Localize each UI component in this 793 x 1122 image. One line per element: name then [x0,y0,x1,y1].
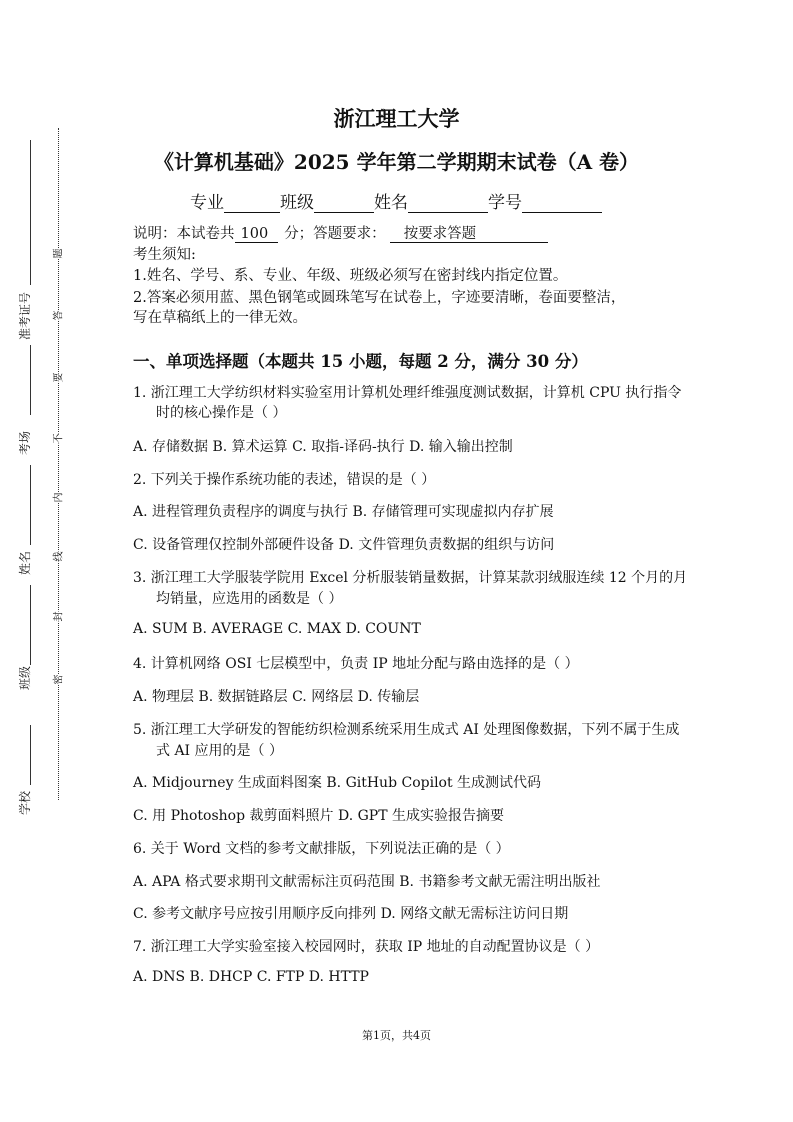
school-label: 学校 [18,790,32,815]
question-2-text: 2. 下列关于操作系统功能的表述，错误的是（ ） [133,472,436,488]
id-field[interactable] [522,194,602,213]
question-5-options-1: A. Midjourney 生成面料图案 B. GitHub Copilot 生成测试代码 [133,775,542,791]
university-title: 浙江理工大学 [333,106,460,131]
seal-char: 不 [50,434,65,444]
room-label: 考场 [18,430,32,455]
instructions-prefix: 说明：本试卷共 [133,226,235,242]
admission-label: 准考证号 [18,291,32,340]
total-score: 100 [235,226,279,243]
exam-title: 《计算机基础》2025 学年第二学期期末试卷（A 卷） [153,150,640,174]
question-3-text: 3. 浙江理工大学服装学院用 Excel 分析服装销量数据，计算某款羽绒服连续 12 个月的月 [133,570,688,586]
question-5-text: 5. 浙江理工大学研发的智能纺织检测系统采用生成式 AI 处理图像数据，下列不属于生成 [133,722,680,738]
class-field[interactable] [314,194,374,213]
id-label: 学号 [488,193,522,213]
question-3-text-cont: 均销量，应选用的函数是（ ） [156,591,343,607]
name-field[interactable] [408,194,488,213]
binding-class-label: 班级 [18,665,32,690]
question-1-options: A. 存储数据 B. 算术运算 C. 取指-译码-执行 D. 输入输出控制 [133,439,513,455]
question-3-options: A. SUM B. AVERAGE C. MAX D. COUNT [133,621,421,637]
seal-char: 要 [50,373,65,383]
section-title: 一、单项选择题（本题共 15 小题，每题 2 分，满分 30 分） [133,352,588,371]
question-4-options: A. 物理层 B. 数据链路层 C. 网络层 D. 传输层 [133,689,420,705]
name-label: 姓名 [374,193,408,213]
notice-2b: 写在草稿纸上的一律无效。 [133,310,307,326]
question-6-options-1: A. APA 格式要求期刊文献需标注页码范围 B. 书籍参考文献无需注明出版社 [133,874,601,890]
seal-char: 内 [50,493,65,503]
answer-requirement: 按要求答题 [390,226,549,243]
question-7-text: 7. 浙江理工大学实验室接入校园网时，获取 IP 地址的自动配置协议是（ ） [133,939,600,955]
name-blank-line[interactable] [30,465,31,545]
seal-char: 题 [50,249,65,259]
notice-1: 1.姓名、学号、系、专业、年级、班级必须写在密封线内指定位置。 [133,268,568,284]
major-label: 专业 [190,193,224,213]
question-5-text-cont: 式 AI 应用的是（ ） [156,743,283,759]
question-1-text-cont: 时的核心操作是（ ） [156,405,287,421]
question-7-options: A. DNS B. DHCP C. FTP D. HTTP [133,969,369,985]
binding-name-label: 姓名 [18,550,32,575]
question-5-options-2: C. 用 Photoshop 裁剪面料照片 D. GPT 生成实验报告摘要 [133,808,504,824]
class-blank-line[interactable] [30,585,31,665]
notice-title: 考生须知: [133,247,196,263]
seal-char: 答 [50,311,65,321]
seal-char: 线 [50,552,65,562]
seal-char: 密 [50,675,65,685]
instructions-line [133,222,548,243]
seal-char: 封 [50,612,65,622]
student-info-line [190,188,602,213]
question-2-options-2: C. 设备管理仅控制外部硬件设备 D. 文件管理负责数据的组织与访问 [133,537,555,553]
question-6-text: 6. 关于 Word 文档的参考文献排版，下列说法正确的是（ ） [133,841,510,857]
major-field[interactable] [224,194,280,213]
question-2-options-1: A. 进程管理负责程序的调度与执行 B. 存储管理可实现虚拟内存扩展 [133,504,554,520]
question-4-text: 4. 计算机网络 OSI 七层模型中，负责 IP 地址分配与路由选择的是（ ） [133,656,579,672]
school-blank-line[interactable] [30,725,31,785]
score-unit: 分；答题要求： [284,226,386,242]
class-label: 班级 [280,193,314,213]
seal-dotted-line [58,128,59,800]
page-number: 第1页，共4页 [362,1029,431,1042]
room-blank-line[interactable] [30,345,31,415]
question-6-options-2: C. 参考文献序号应按引用顺序反向排列 D. 网络文献无需标注访问日期 [133,906,569,922]
notice-2a: 2.答案必须用蓝、黑色钢笔或圆珠笔写在试卷上，字迹要清晰，卷面要整洁， [133,290,626,306]
question-1-text: 1. 浙江理工大学纺织材料实验室用计算机处理纤维强度测试数据，计算机 CPU 执行指令 [133,385,682,401]
